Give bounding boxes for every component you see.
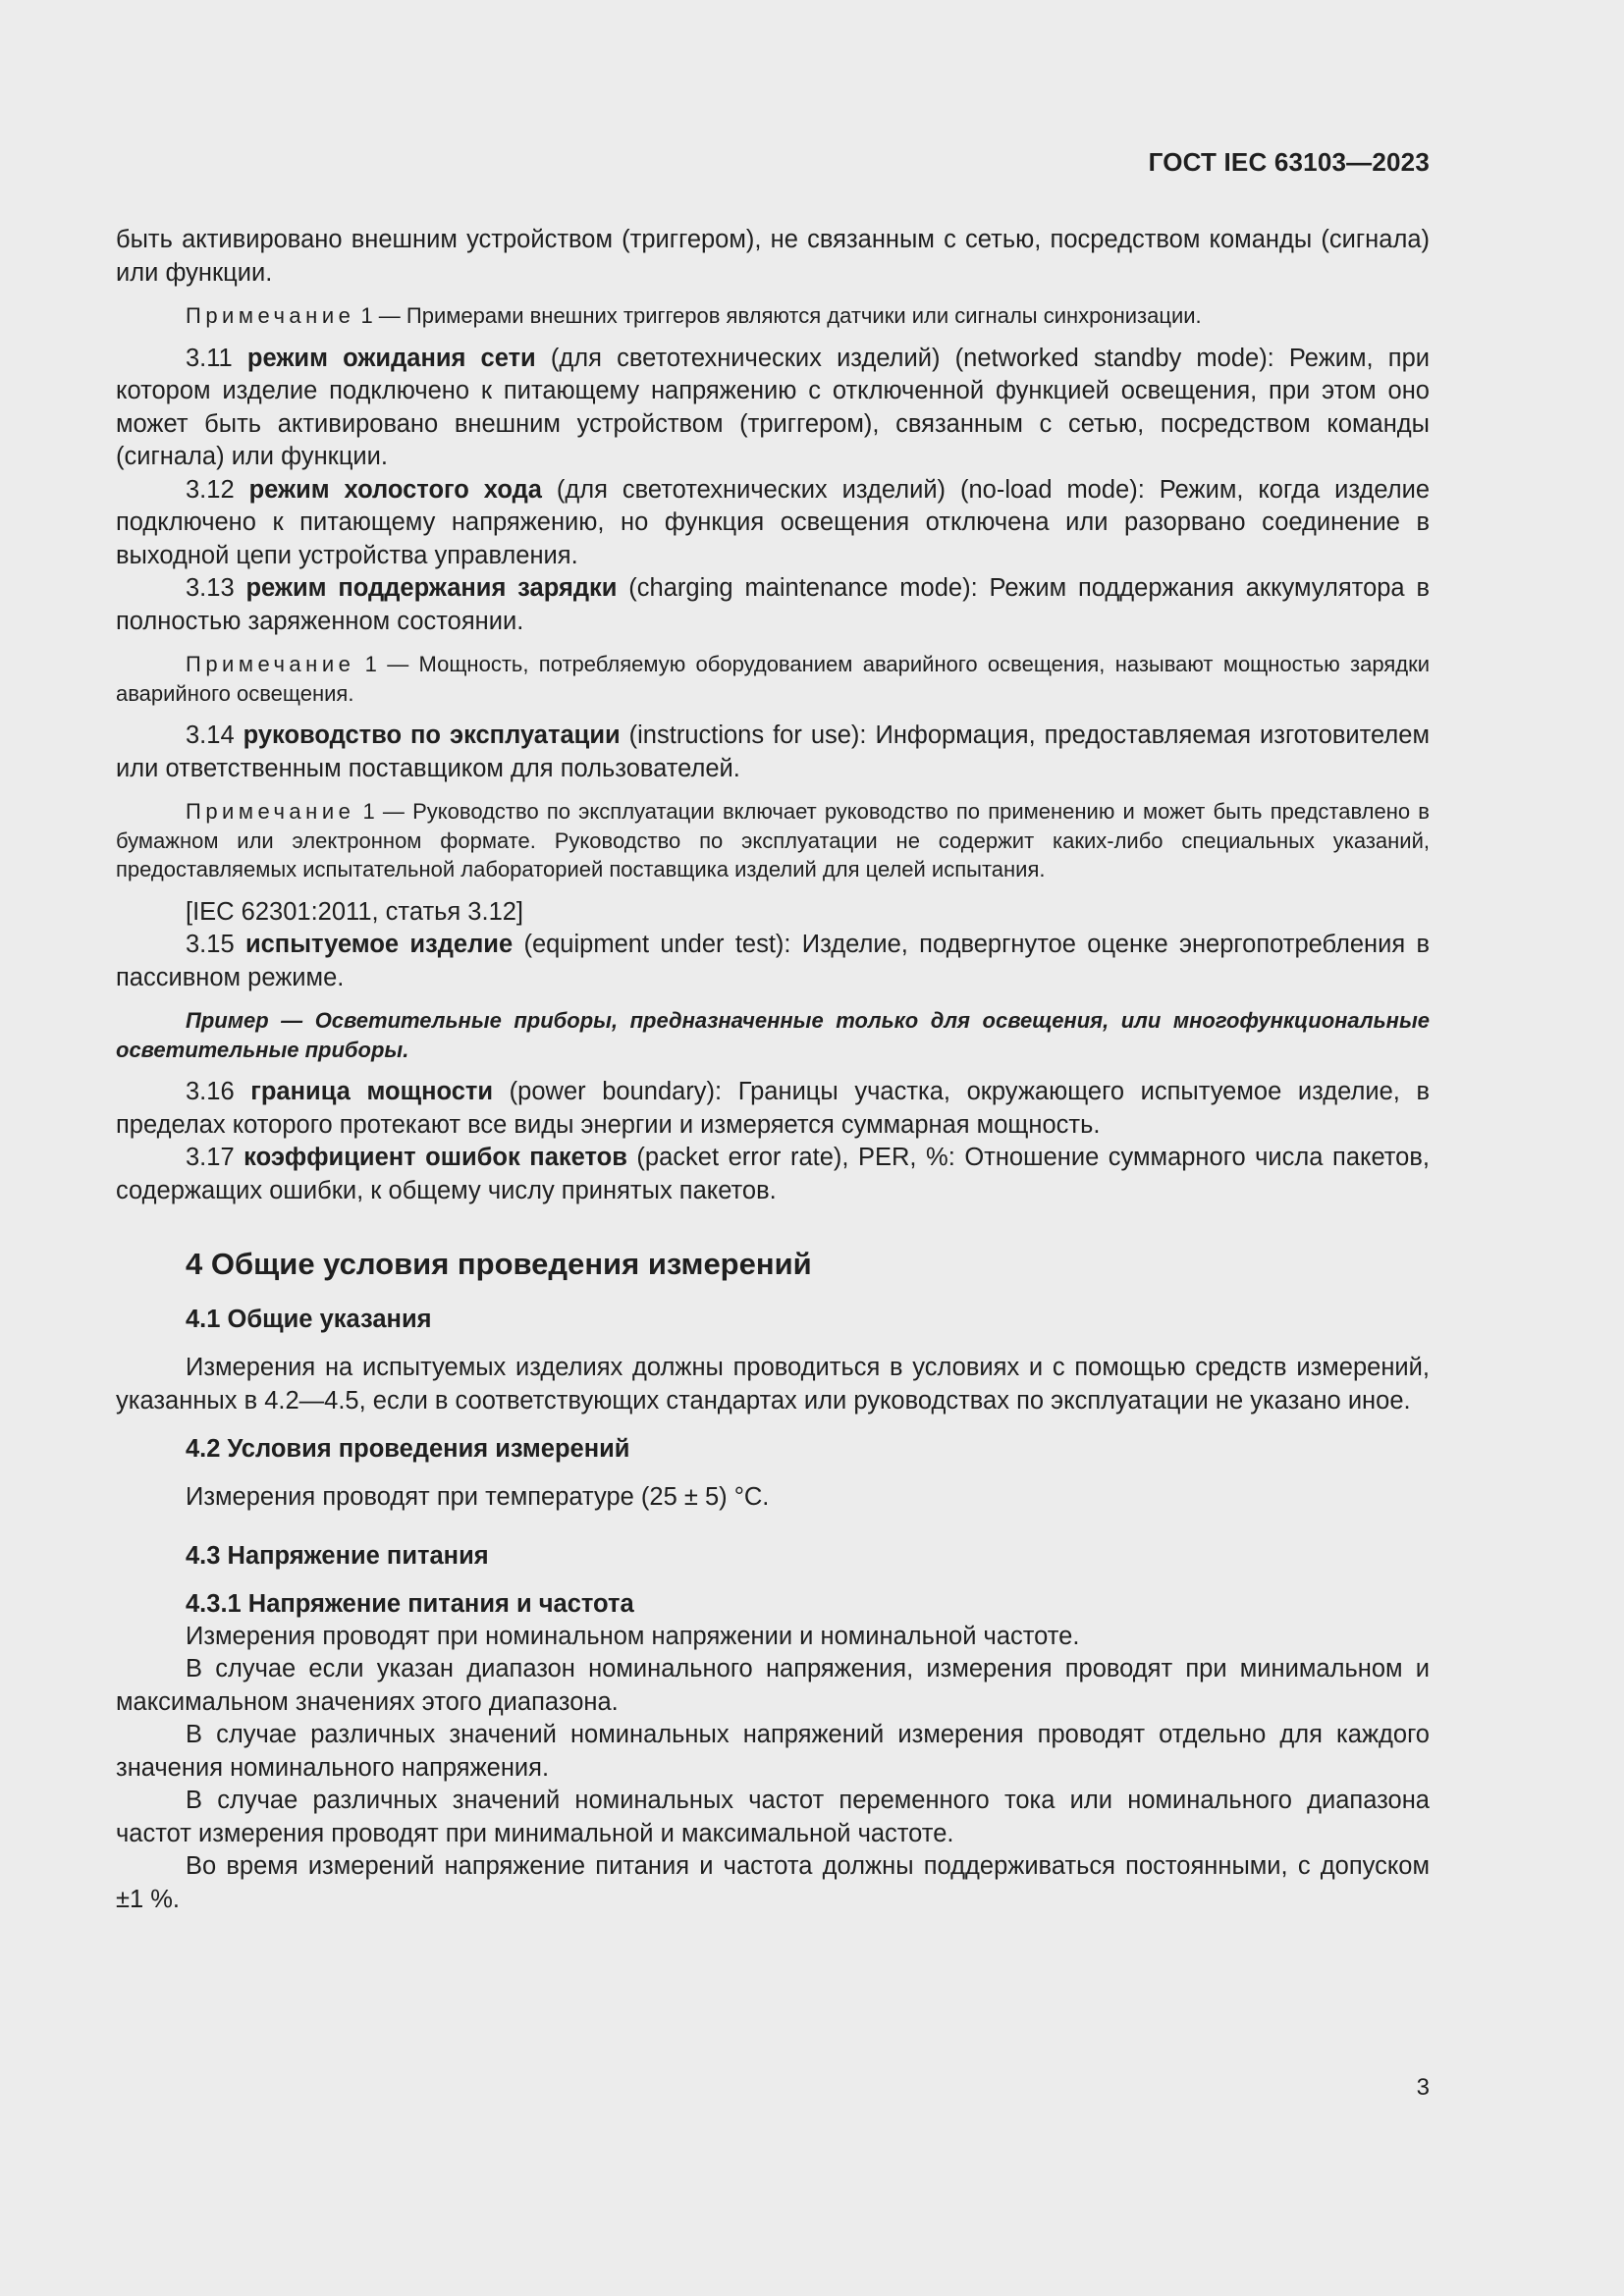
note-label: Примечание [186, 799, 355, 824]
term-3-17 [116, 1142, 1430, 1207]
term-3-14 [116, 720, 1430, 785]
term-number: 3.11 [186, 344, 247, 372]
example-lighting: Пример — Осветительные приборы, предназначенные только для освещения, или многофункциональные осветительные приборы. [116, 1008, 1430, 1062]
term-definition: (charging maintenance mode): Режим поддержания аккумулятора в полностью заряженном состоянии. [116, 574, 1431, 635]
term-3-12 [116, 474, 1430, 573]
term-number: 3.16 [186, 1078, 251, 1105]
term-name: режим холостого хода [248, 475, 542, 504]
term-name: руководство по эксплуатации [243, 721, 621, 749]
section-4-1-text: Измерения на испытуемых изделиях должны проводиться в условиях и с помощью средств измерений, указанных в 4.2—4.5, если в соответствующих стандартах или руководствах по эксплуатации не указано иное. [116, 1354, 1430, 1415]
term-name: режим ожидания сети [246, 344, 536, 372]
term-definition: (equipment under test): Изделие, подвергнутое оценке энергопотребления в пассивном режиме. [116, 931, 1431, 991]
term-number: 3.12 [186, 475, 249, 504]
section-4-3-1-title: 4.3.1 Напряжение питания и частота [186, 1589, 634, 1618]
section-4-3-1-paragraph: В случае различных значений номинальных напряжений измерения проводят отдельно для каждого значения номинального напряжения. [116, 1721, 1430, 1782]
document-body [116, 224, 1430, 1916]
term-number: 3.17 [186, 1144, 244, 1171]
note-text: 1 — Руководство по эксплуатации включает руководство по применению и может быть представлено в бумажном или электронном формате. Руководство по эксплуатации не содержит каких-либо специальных указаний, предоставляемых испытательной лабораторией поставщика изделий для целей испытания. [116, 799, 1430, 881]
term-name: коэффициент ошибок пакетов [244, 1144, 627, 1171]
note-label: Примечание [186, 303, 355, 328]
note-external-triggers [116, 301, 1430, 331]
document-code-header: ГОСТ IEC 63103—2023 [1148, 147, 1430, 177]
section-4-3-1-paragraph: Измерения проводят при номинальном напряжении и номинальной частоте. [186, 1622, 1080, 1650]
section-4-3-title: 4.3 Напряжение питания [186, 1541, 489, 1570]
note-text: 1 — Примерами внешних триггеров являются датчики или сигналы синхронизации. [354, 303, 1202, 328]
section-4-2-text: Измерения проводят при температуре (25 ± 5) °С. [186, 1483, 770, 1511]
section-4-2-title: 4.2 Условия проведения измерений [186, 1435, 630, 1463]
section-4-3-1-paragraph: В случае если указан диапазон номинального напряжения, измерения проводят при минимальном и максимальном значениях этого диапазона. [116, 1655, 1430, 1716]
term-3-13 [116, 572, 1430, 638]
continued-paragraph: быть активировано внешним устройством (триггером), не связанным с сетью, посредством команды (сигнала) или функции. [116, 226, 1430, 287]
term-number: 3.15 [186, 931, 245, 958]
section-4-title: 4 Общие условия проведения измерений [186, 1247, 812, 1281]
reference-iec: [IEC 62301:2011, статья 3.12] [186, 897, 524, 926]
term-name: режим поддержания зарядки [245, 574, 618, 602]
note-instructions [116, 797, 1430, 884]
term-3-16 [116, 1076, 1430, 1142]
term-number: 3.14 [186, 721, 244, 749]
term-definition: (для светотехнических изделий) (no-load mode): Режим, когда изделие подключено к питающему напряжению, но функция освещения отключена или разорвано соединение в выходной цепи устройства управления. [116, 475, 1431, 569]
term-name: граница мощности [250, 1078, 494, 1105]
term-3-15 [116, 929, 1430, 994]
page-number: 3 [1416, 2074, 1430, 2101]
term-definition: (для светотехнических изделий) (networked standby mode): Режим, при котором изделие подключено к питающему напряжению с отключенной функцией освещения, при этом оно может быть активировано внешним устройством (триггером), связанным с сетью, посредством команды (сигнала) или функции. [116, 344, 1430, 470]
note-label: Примечание [186, 652, 355, 676]
term-name: испытуемое изделие [244, 931, 514, 958]
term-definition: (instructions for use): Информация, предоставляемая изготовителем или ответственным поставщиком для пользователей. [116, 721, 1430, 782]
term-3-11 [116, 343, 1430, 474]
section-4-3-1-paragraph: Во время измерений напряжение питания и частота должны поддерживаться постоянными, с допуском ±1 %. [116, 1852, 1430, 1913]
note-charging-power [116, 650, 1430, 708]
term-definition: (packet error rate), PER, %: Отношение суммарного числа пакетов, содержащих ошибки, к общему числу принятых пакетов. [116, 1144, 1430, 1204]
section-4-3-1-paragraph: В случае различных значений номинальных частот переменного тока или номинального диапазона частот измерения проводят при минимальной и максимальной частоте. [116, 1787, 1430, 1847]
note-text: 1 — Мощность, потребляемую оборудованием аварийного освещения, называют мощностью зарядки аварийного освещения. [116, 652, 1430, 706]
section-4-1-title: 4.1 Общие указания [186, 1306, 432, 1333]
term-definition: (power boundary): Границы участка, окружающего испытуемое изделие, в пределах которого протекают все виды энергии и измеряется суммарная мощность. [116, 1078, 1430, 1139]
term-number: 3.13 [186, 574, 246, 602]
